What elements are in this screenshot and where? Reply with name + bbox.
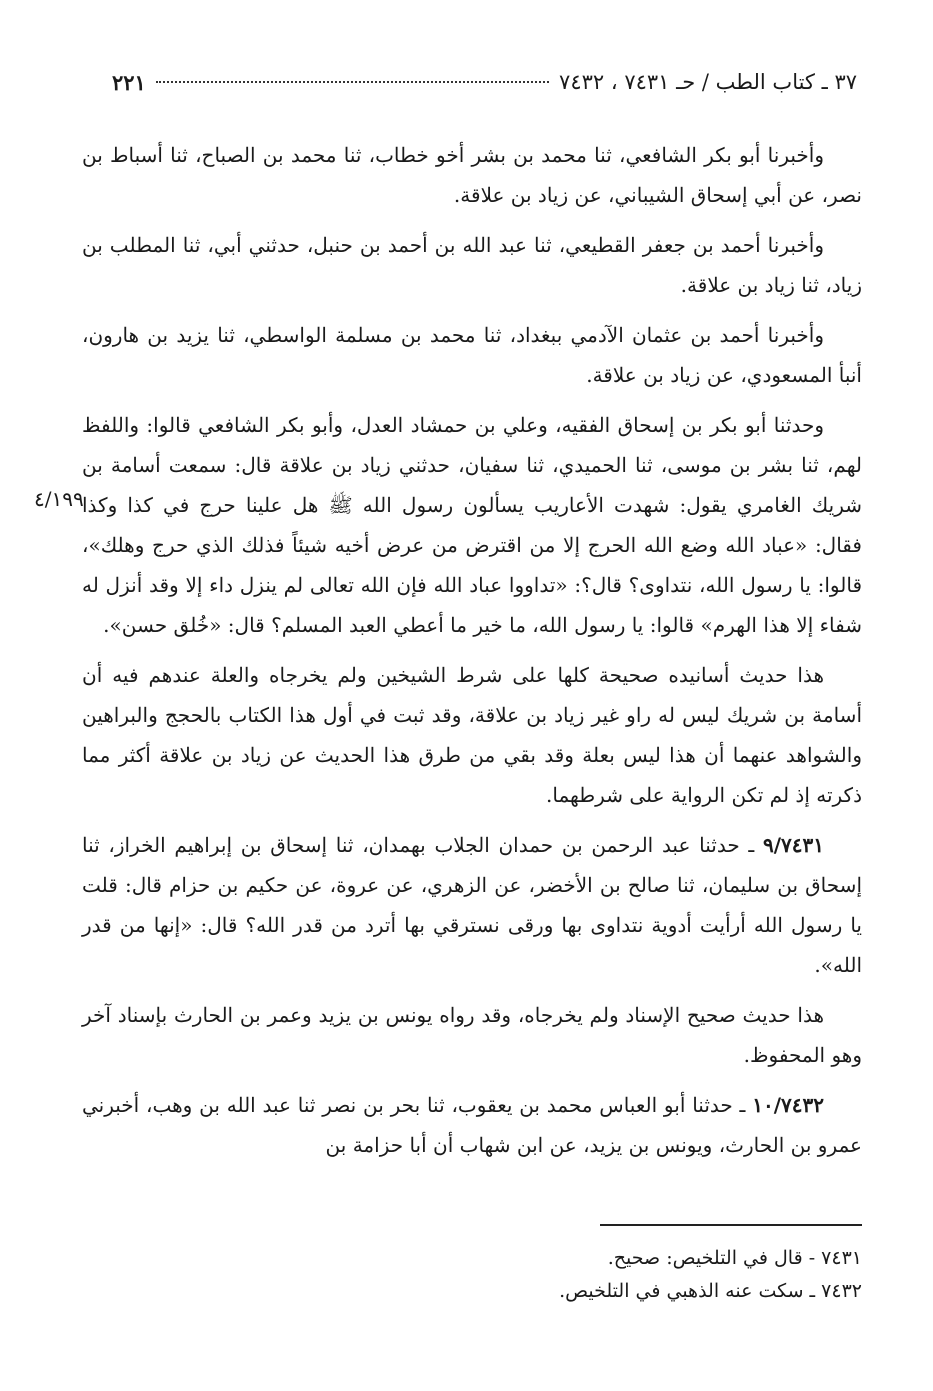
hadith-text: ـ حدثنا عبد الرحمن بن حمدان الجلاب بهمدان، ثنا إسحاق بن إبراهيم الخراز، ثنا إسحاق بن سليمان، ثنا صالح بن الأخضر، عن الزهري، عن عروة، عن حكيم بن حزام قال: قلت يا رسول الله أرأيت أدوية نتداوى بها ورقى نسترقي بها أترد من قدر الله؟ قال: «إنها من قدر الله». — [82, 833, 862, 977]
main-text — [82, 135, 862, 1175]
footnote-7431: ٧٤٣١ - قال في التلخيص: صحيح. — [607, 1247, 862, 1269]
paragraph-3: وأخبرنا أحمد بن عثمان الآدمي ببغداد، ثنا محمد بن مسلمة الواسطي، ثنا يزيد بن هارون، أنبأ المسعودي، عن زياد بن علاقة. — [82, 323, 862, 387]
hadith-7431 — [82, 825, 862, 985]
chapter-title: ٣٧ ـ كتاب الطب / حـ ٧٤٣١ ، ٧٤٣٢ — [559, 70, 857, 94]
hadith-number: ١٠/٧٤٣٢ — [752, 1093, 824, 1117]
hadith-text: ـ حدثنا أبو العباس محمد بن يعقوب، ثنا بحر بن نصر ثنا عبد الله بن وهب، أخبرني عمرو بن الحارث، ويونس بن يزيد، عن ابن شهاب أن أبا حزامة بن — [82, 1093, 862, 1157]
hadith-number: ٩/٧٤٣١ — [762, 833, 824, 857]
paragraph-4: وحدثنا أبو بكر بن إسحاق الفقيه، وعلي بن حمشاد العدل، وأبو بكر الشافعي قالوا: واللفظ لهم، ثنا بشر بن موسى، ثنا الحميدي، ثنا سفيان، حدثني زياد بن علاقة قال: سمعت أسامة بن شريك الغامري يقول: شهدت الأعاريب يسألون رسول الله ﷺ هل علينا حرج في كذا وكذا فقال: «عباد الله وضع الله الحرج إلا من اقترض من عرض أخيه شيئاً فذلك الذي حرج وهلك»، قالوا: يا رسول الله، نتداوى؟ قال؟: «تداووا عباد الله فإن الله تعالى لم ينزل داء إلا وقد أنزل له شفاء إلا هذا الهرم» قالوا: يا رسول الله، ما خير ما أعطي العبد المسلم؟ قال: «خُلق حسن». — [82, 413, 863, 637]
paragraph-1: وأخبرنا أبو بكر الشافعي، ثنا محمد بن بشر أخو خطاب، ثنا محمد بن الصباح، ثنا أسباط بن نصر، عن أبي إسحاق الشيباني، عن زياد بن علاقة. — [82, 143, 862, 207]
page-number: ٢٢١ — [112, 69, 146, 95]
paragraph-2: وأخبرنا أحمد بن جعفر القطيعي، ثنا عبد الله بن أحمد بن حنبل، حدثني أبي، ثنا المطلب بن زياد، ثنا زياد بن علاقة. — [82, 233, 862, 297]
margin-reference: ٤/١٩٩ — [34, 487, 84, 511]
footnote-divider — [600, 1224, 862, 1226]
footnote-7432: ٧٤٣٢ ـ سكت عنه الذهبي في التلخيص. — [559, 1280, 862, 1302]
leader-dots — [156, 81, 549, 83]
hadith-7431-comment: هذا حديث صحيح الإسناد ولم يخرجاه، وقد رواه يونس بن يزيد وعمر بن الحارث بإسناد آخر وهو المحفوظ. — [82, 1003, 862, 1067]
paragraph-5: هذا حديث أسانيده صحيحة كلها على شرط الشيخين ولم يخرجاه والعلة عندهم فيه أن أسامة بن شريك ليس له راو غير زياد بن علاقة، وقد ثبت في أول هذا الكتاب بالحجج والبراهين والشواهد عنهما أن هذا ليس بعلة وقد بقي من طرق هذا الحديث عن زياد بن علاقة أكثر مما ذكرته إذ لم تكن الرواية على شرطهما. — [82, 663, 862, 807]
hadith-7432 — [82, 1085, 862, 1165]
running-header — [112, 62, 857, 102]
